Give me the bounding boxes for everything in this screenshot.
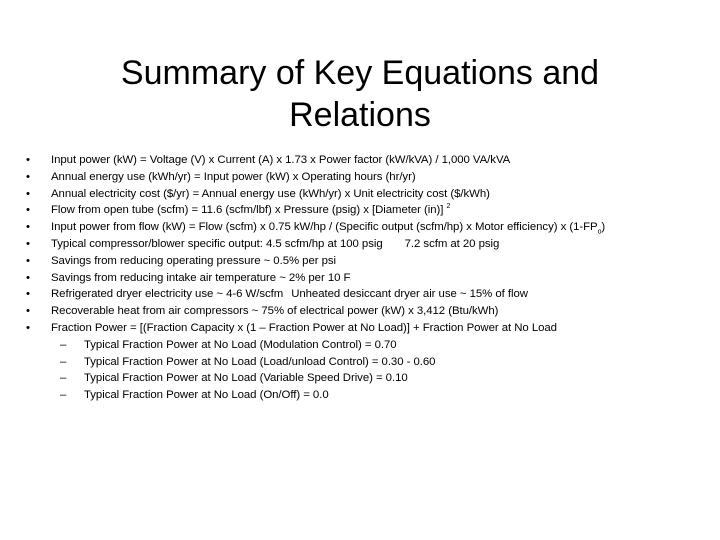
slide-title xyxy=(60,52,660,136)
bullet-icon: • xyxy=(26,305,30,318)
sub-list-item-text: Typical Fraction Power at No Load (Variable Speed Drive) = 0.10 xyxy=(84,372,408,385)
sub-list-item-text: Typical Fraction Power at No Load (On/Off) = 0.0 xyxy=(84,389,329,402)
sub-list-item-text: Typical Fraction Power at No Load (Load/unload Control) = 0.30 - 0.60 xyxy=(84,355,436,368)
list-item-text: Annual electricity cost ($/yr) = Annual energy use (kWh/yr) x Unit electricity cost ($/kWh) xyxy=(51,187,490,200)
list-item-text: Refrigerated dryer electricity use ~ 4-6 W/scfm xyxy=(51,288,284,301)
superscript-exponent: 2 xyxy=(446,203,451,211)
list-item xyxy=(26,320,716,404)
list-item-text: Fraction Power = [(Fraction Capacity x (1 – Fraction Power at No Load)] + Fraction Power at No Load xyxy=(51,321,557,334)
bullet-icon: • xyxy=(26,187,30,200)
sub-list-item xyxy=(51,387,716,404)
list-item-text: Savings from reducing intake air temperature ~ 2% per 10 F xyxy=(51,271,351,284)
list-item xyxy=(26,303,716,320)
equation-list xyxy=(26,152,716,404)
list-item-text: Input power (kW) = Voltage (V) x Current (A) x 1.73 x Power factor (kW/kVA) / 1,000 VA/kVA xyxy=(51,154,511,166)
bullet-icon: • xyxy=(26,154,30,166)
list-item xyxy=(26,219,716,236)
subscript: o xyxy=(597,228,602,236)
bullet-icon: • xyxy=(26,254,30,267)
sub-list-item xyxy=(51,354,716,371)
bullet-icon: • xyxy=(26,271,30,284)
list-item-text: Flow from open tube (scfm) = 11.6 (scfm/lbf) x Pressure (psig) x [Diameter (in)] xyxy=(51,204,444,217)
sub-list xyxy=(51,337,716,404)
list-item xyxy=(26,152,716,169)
dash-icon: – xyxy=(60,389,67,402)
dash-icon: – xyxy=(60,355,67,368)
sub-list-item-text: Typical Fraction Power at No Load (Modulation Control) = 0.70 xyxy=(84,338,397,351)
sub-list-item xyxy=(51,370,716,387)
list-item-text: Typical compressor/blower specific output: 4.5 scfm/hp at 100 psig xyxy=(51,237,383,250)
bullet-icon: • xyxy=(26,237,30,250)
list-item-text: Savings from reducing operating pressure ~ 0.5% per psi xyxy=(51,254,337,267)
list-item xyxy=(26,270,716,287)
list-item xyxy=(26,169,716,186)
sub-list-item xyxy=(51,337,716,354)
title-line-2: Relations xyxy=(289,96,431,134)
dash-icon: – xyxy=(60,372,67,385)
bullet-icon: • xyxy=(26,288,30,301)
dash-icon: – xyxy=(60,338,67,351)
list-item-text-secondary: Unheated desiccant dryer air use ~ 15% of flow xyxy=(291,288,528,301)
list-item xyxy=(26,202,716,219)
bullet-icon: • xyxy=(26,170,30,183)
list-item xyxy=(26,253,716,270)
list-item-tail: ) xyxy=(601,221,606,234)
list-item xyxy=(26,236,716,253)
list-item-text: Recoverable heat from air compressors ~ 75% of electrical power (kW) x 3,412 (Btu/kWh) xyxy=(51,305,499,318)
list-item-text: Input power from flow (kW) = Flow (scfm) x 0.75 kW/hp / (Specific output (scfm/hp) x Motor efficiency) x (1-FP xyxy=(51,221,598,234)
title-line-1: Summary of Key Equations and xyxy=(120,54,600,92)
list-item xyxy=(26,286,716,303)
list-item xyxy=(26,186,716,203)
bullet-icon: • xyxy=(26,204,30,217)
bullet-icon: • xyxy=(26,321,30,334)
bullet-icon: • xyxy=(26,221,30,234)
list-item-text: Annual energy use (kWh/yr) = Input power (kW) x Operating hours (hr/yr) xyxy=(51,170,416,183)
list-item-text-secondary: 7.2 scfm at 20 psig xyxy=(404,237,500,250)
